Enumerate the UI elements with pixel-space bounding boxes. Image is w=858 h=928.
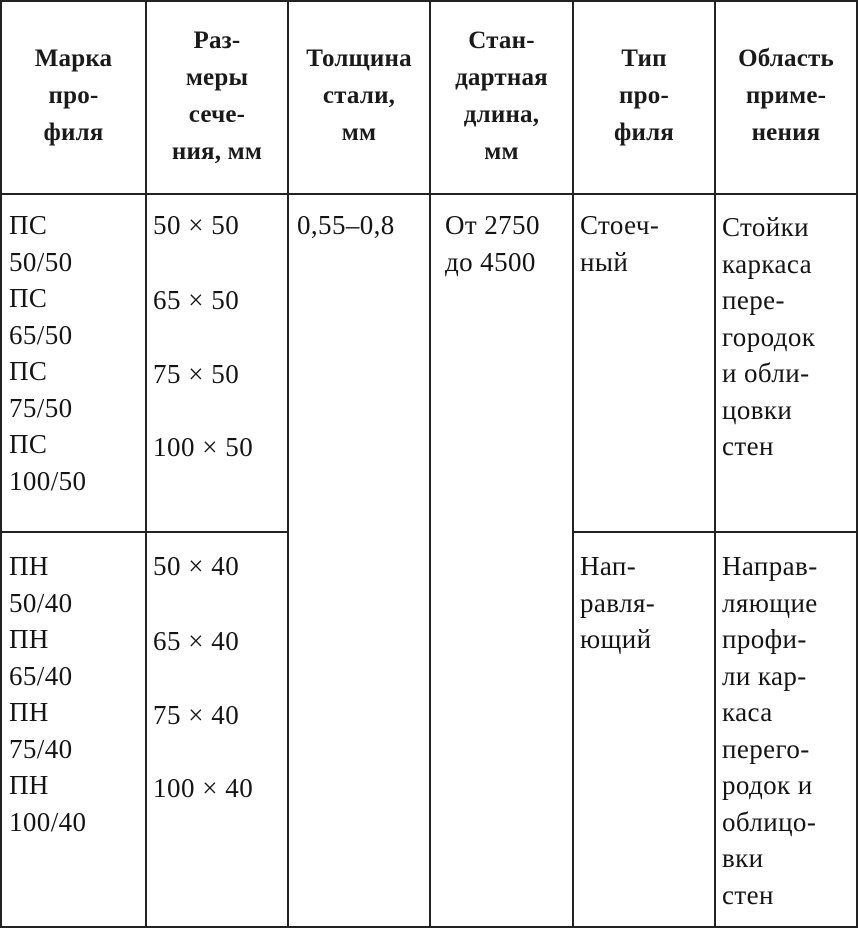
brands-pn: ПН 50/40 ПН 65/40 ПН 75/40 ПН 100/40	[9, 551, 87, 837]
type-pn: Нап- равля- ющий	[580, 551, 656, 654]
size-ps-100: 100 × 50	[153, 432, 254, 462]
size-ps-65: 65 × 50	[153, 285, 240, 315]
header-application: Область приме- нения	[738, 45, 834, 146]
size-pn-50: 50 × 40	[153, 551, 240, 581]
header-steel-thickness: Толщина стали, мм	[306, 45, 412, 146]
application-pn: Направ- ляющие профи- ли кар- каса перего- родок и облицо- вки стен	[722, 551, 818, 910]
header-standard-length: Стан- дартная длина, мм	[455, 27, 548, 165]
standard-length-value: От 2750 до 4500	[445, 210, 540, 277]
sizes-ps	[153, 207, 287, 507]
application-ps: Стойки каркаса пере- городок и обли- цовки стен	[722, 212, 816, 461]
size-pn-75: 75 × 40	[153, 700, 240, 730]
header-brand: Марка про- филя	[34, 45, 113, 146]
steel-thickness-value: 0,55–0,8	[297, 210, 395, 240]
type-ps: Стоеч- ный	[580, 210, 660, 277]
header-section-size: Раз- меры сече- ния, мм	[171, 27, 263, 165]
size-pn-65: 65 × 40	[153, 626, 240, 656]
size-pn-100: 100 × 40	[153, 773, 254, 803]
header-profile-type: Тип про- филя	[613, 45, 675, 146]
size-ps-50: 50 × 50	[153, 210, 240, 240]
sizes-pn	[153, 548, 287, 848]
size-ps-75: 75 × 50	[153, 359, 240, 389]
brands-ps: ПС 50/50 ПС 65/50 ПС 75/50 ПС 100/50	[9, 210, 87, 496]
